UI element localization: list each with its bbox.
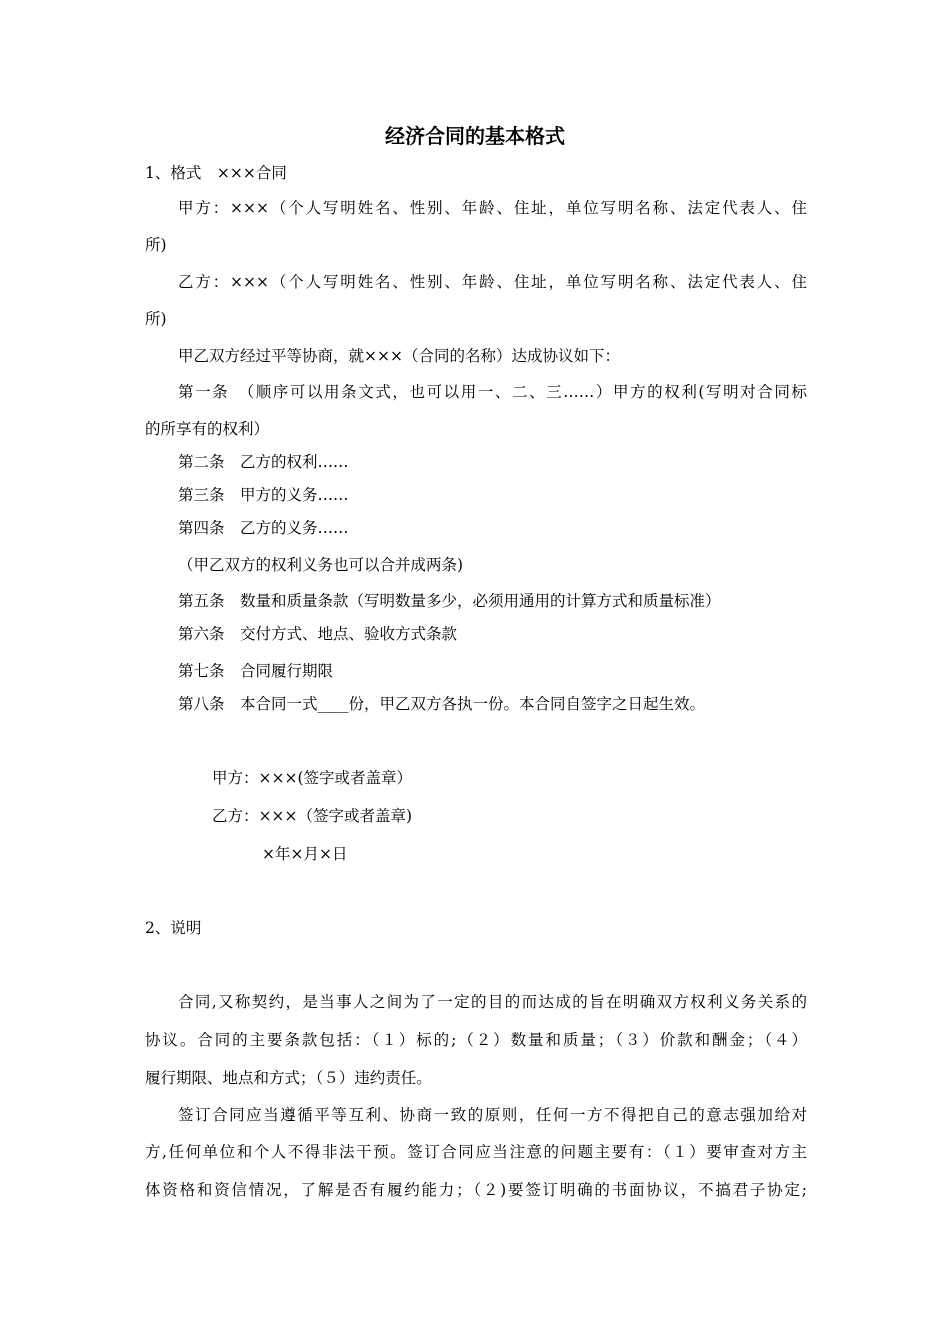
party-a-line2: 所) [145,236,167,254]
signature-party-b: 乙方：×××（签字或者盖章) [212,807,413,825]
para2-line1: 签订合同应当遵循平等互利、协商一致的原则，任何一方不得把自己的意志强加给对 [178,1106,807,1124]
intro-line: 甲乙双方经过平等协商，就×××（合同的名称）达成协议如下： [178,347,620,365]
article8: 第八条 本合同一式____份，甲乙双方各执一份。本合同自签字之日起生效。 [178,695,706,713]
para2-line3: 体资格和资信情况，了解是否有履约能力；（２)要签订明确的书面协议，不搞君子协定; [145,1181,807,1199]
para1-line1: 合同,又称契约，是当事人之间为了一定的目的而达成的旨在明确双方权利义务关系的 [178,993,807,1011]
rights-note: （甲乙双方的权利义务也可以合并成两条) [178,556,464,574]
article2: 第二条 乙方的权利…… [178,453,349,471]
para2-line2: 方,任何单位和个人不得非法干预。签订合同应当注意的问题主要有：（１）要审查对方主 [145,1143,807,1161]
article7: 第七条 合同履行期限 [178,662,334,680]
page-title: 经济合同的基本格式 [385,124,565,148]
article5: 第五条 数量和质量条款（写明数量多少，必须用通用的计算方式和质量标准） [178,592,721,610]
section2-heading: 2、说明 [145,919,202,937]
para1-line3: 履行期限、地点和方式；（５）违约责任。 [145,1069,432,1087]
signature-date: ×年×月×日 [262,845,348,863]
article4: 第四条 乙方的义务…… [178,519,349,537]
signature-party-a: 甲方：×××(签字或者盖章） [212,769,413,787]
para1-line2: 协议。合同的主要条款包括：（１）标的;（２）数量和质量；（３）价款和酬金；（４） [145,1031,807,1049]
article1-line1: 第一条 （顺序可以用条文式，也可以用一、二、三……）甲方的权利(写明对合同标 [178,383,807,401]
party-b-line2: 所) [145,310,167,328]
party-b-line1: 乙方：×××（个人写明姓名、性别、年龄、住址，单位写明名称、法定代表人、住 [178,273,807,291]
article6: 第六条 交付方式、地点、验收方式条款 [178,625,458,643]
article1-line2: 的所享有的权利） [145,420,270,438]
party-a-line1: 甲方：×××（个人写明姓名、性别、年龄、住址，单位写明名称、法定代表人、住 [178,199,807,217]
article3: 第三条 甲方的义务…… [178,486,349,504]
section1-heading: 1、格式 ×××合同 [145,164,287,182]
